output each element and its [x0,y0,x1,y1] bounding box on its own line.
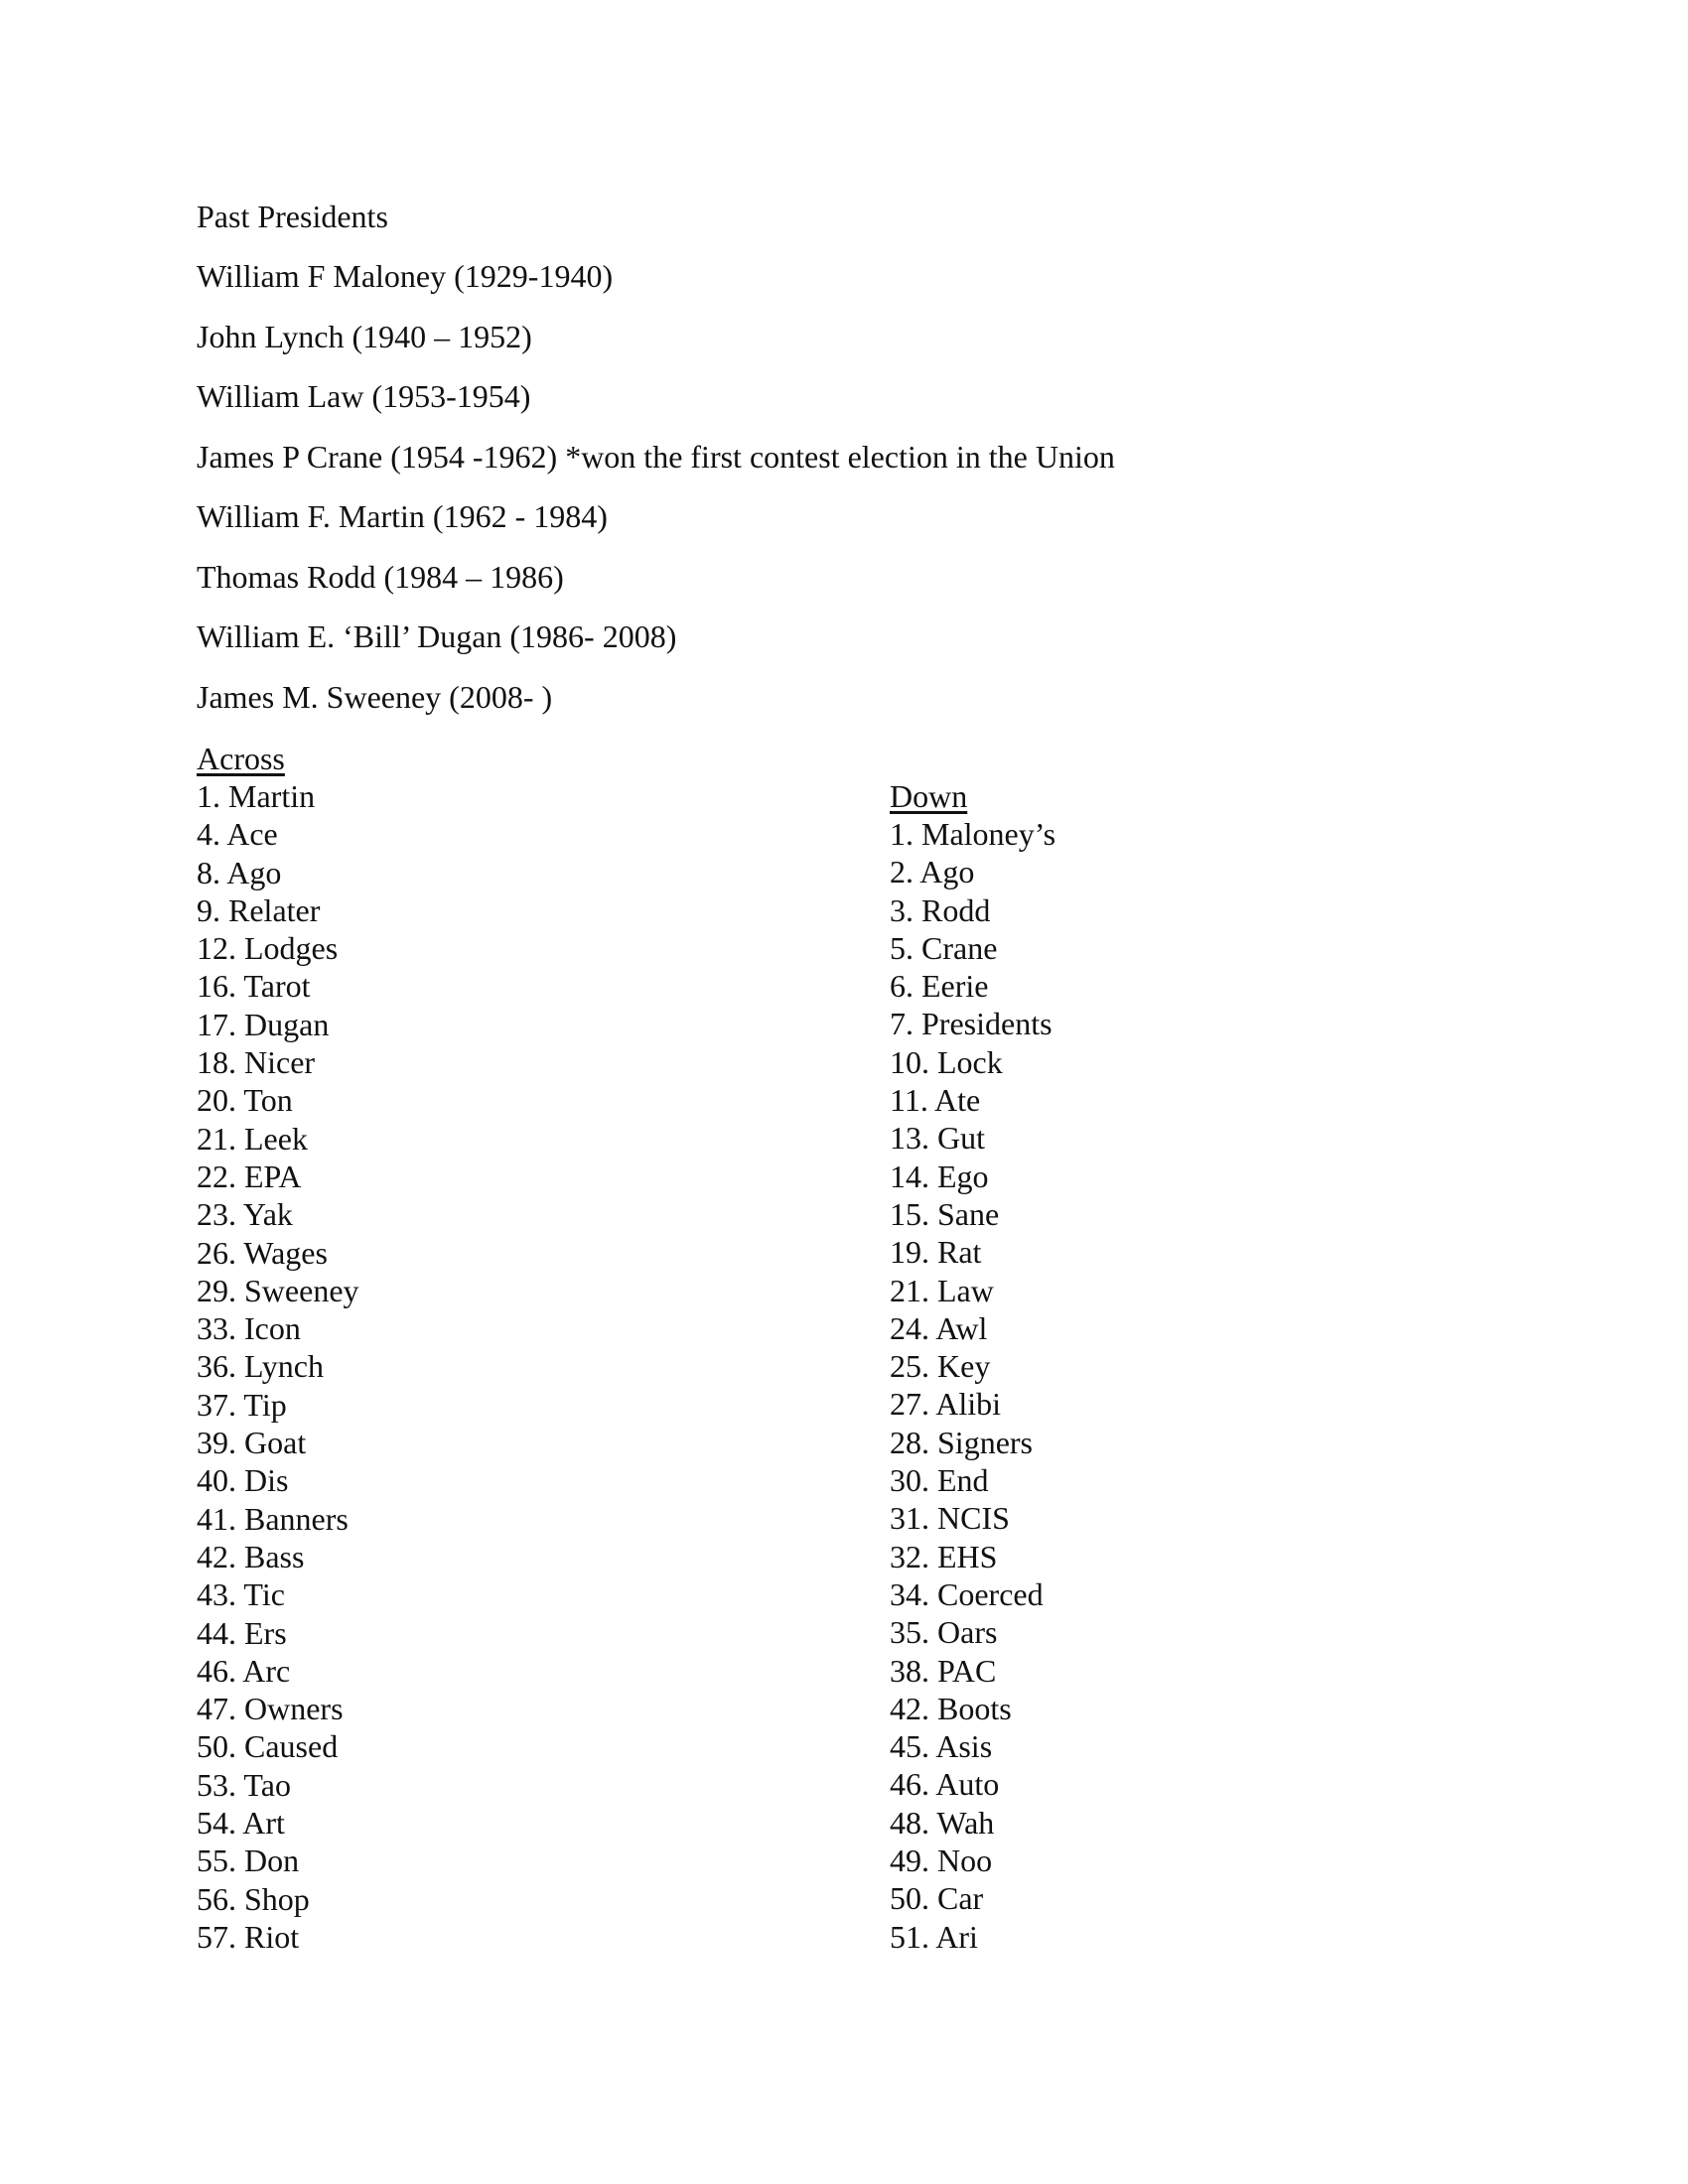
down-answer: 38. PAC [890,1652,997,1689]
down-answer: 14. Ego [890,1158,989,1194]
across-answer: 22. EPA [197,1158,302,1194]
across-answer: 9. Relater [197,891,321,928]
across-answer: 55. Don [197,1843,300,1879]
president-entry: James P Crane (1954 -1962) *won the first contest election in the Union [197,438,1115,475]
across-answer: 17. Dugan [197,1006,330,1042]
down-answer: 24. Awl [890,1309,988,1346]
across-heading: Across [197,741,285,776]
down-answer: 42. Boots [890,1690,1012,1726]
across-answer: 12. Lodges [197,930,339,967]
down-answer: 50. Car [890,1880,984,1917]
president-entry: William E. ‘Bill’ Dugan (1986- 2008) [197,618,677,654]
down-answer: 13. Gut [890,1120,985,1157]
down-answer: 2. Ago [890,854,975,890]
across-answer: 57. Riot [197,1918,300,1955]
page-title: Past Presidents [197,199,388,234]
president-entry: William F Maloney (1929-1940) [197,258,614,294]
down-heading: Down [890,778,968,814]
down-answer: 32. EHS [890,1538,998,1574]
across-answer: 20. Ton [197,1082,293,1119]
down-answer: 7. Presidents [890,1006,1053,1042]
president-entry: John Lynch (1940 – 1952) [197,318,532,354]
down-answer: 5. Crane [890,929,998,966]
across-answer: 41. Banners [197,1500,349,1537]
across-answer: 21. Leek [197,1120,308,1157]
across-answer: 18. Nicer [197,1044,316,1081]
across-answer: 16. Tarot [197,968,311,1005]
president-entry: William Law (1953-1954) [197,378,531,414]
down-answer: 48. Wah [890,1804,995,1841]
down-answer: 11. Ate [890,1082,981,1119]
across-answer: 33. Icon [197,1310,301,1347]
across-answer: 39. Goat [197,1425,307,1461]
across-answer: 37. Tip [197,1386,287,1423]
down-answer: 21. Law [890,1272,994,1308]
down-answer: 35. Oars [890,1614,998,1651]
down-answer: 10. Lock [890,1043,1003,1080]
across-answer: 4. Ace [197,816,278,853]
across-answer: 1. Martin [197,778,316,814]
across-answer: 44. Ers [197,1614,287,1651]
down-answer: 27. Alibi [890,1386,1002,1423]
down-answer: 45. Asis [890,1728,993,1765]
across-answer: 40. Dis [197,1462,289,1499]
across-answer: 50. Caused [197,1728,339,1765]
across-answer: 56. Shop [197,1880,310,1917]
down-answer: 19. Rat [890,1234,982,1271]
down-answer: 6. Eerie [890,968,989,1005]
presidents-list [197,256,1115,737]
across-answer: 47. Owners [197,1691,344,1727]
down-answer: 49. Noo [890,1843,993,1879]
across-answer: 26. Wages [197,1234,328,1271]
down-answer-list [890,815,1055,1956]
across-answer: 36. Lynch [197,1348,324,1385]
down-answer: 30. End [890,1462,989,1499]
down-answer: 34. Coerced [890,1575,1044,1612]
president-entry: Thomas Rodd (1984 – 1986) [197,558,564,595]
across-answer: 54. Art [197,1805,285,1842]
across-answer-list [197,777,359,1956]
across-answer: 8. Ago [197,854,282,890]
down-answer: 15. Sane [890,1195,1000,1232]
across-answer: 23. Yak [197,1196,293,1233]
down-answer: 25. Key [890,1348,991,1385]
across-answer: 42. Bass [197,1538,305,1574]
down-answer: 31. NCIS [890,1500,1010,1537]
down-answer: 3. Rodd [890,891,991,928]
down-answer: 51. Ari [890,1918,978,1955]
down-answer: 1. Maloney’s [890,816,1056,852]
president-entry: James M. Sweeney (2008- ) [197,678,553,715]
across-answer: 46. Arc [197,1652,291,1689]
president-entry: William F. Martin (1962 - 1984) [197,498,608,534]
down-answer: 46. Auto [890,1766,1000,1803]
across-answer: 43. Tic [197,1576,285,1613]
down-answer: 28. Signers [890,1424,1033,1460]
across-answer: 29. Sweeney [197,1272,359,1308]
across-answer: 53. Tao [197,1766,291,1803]
